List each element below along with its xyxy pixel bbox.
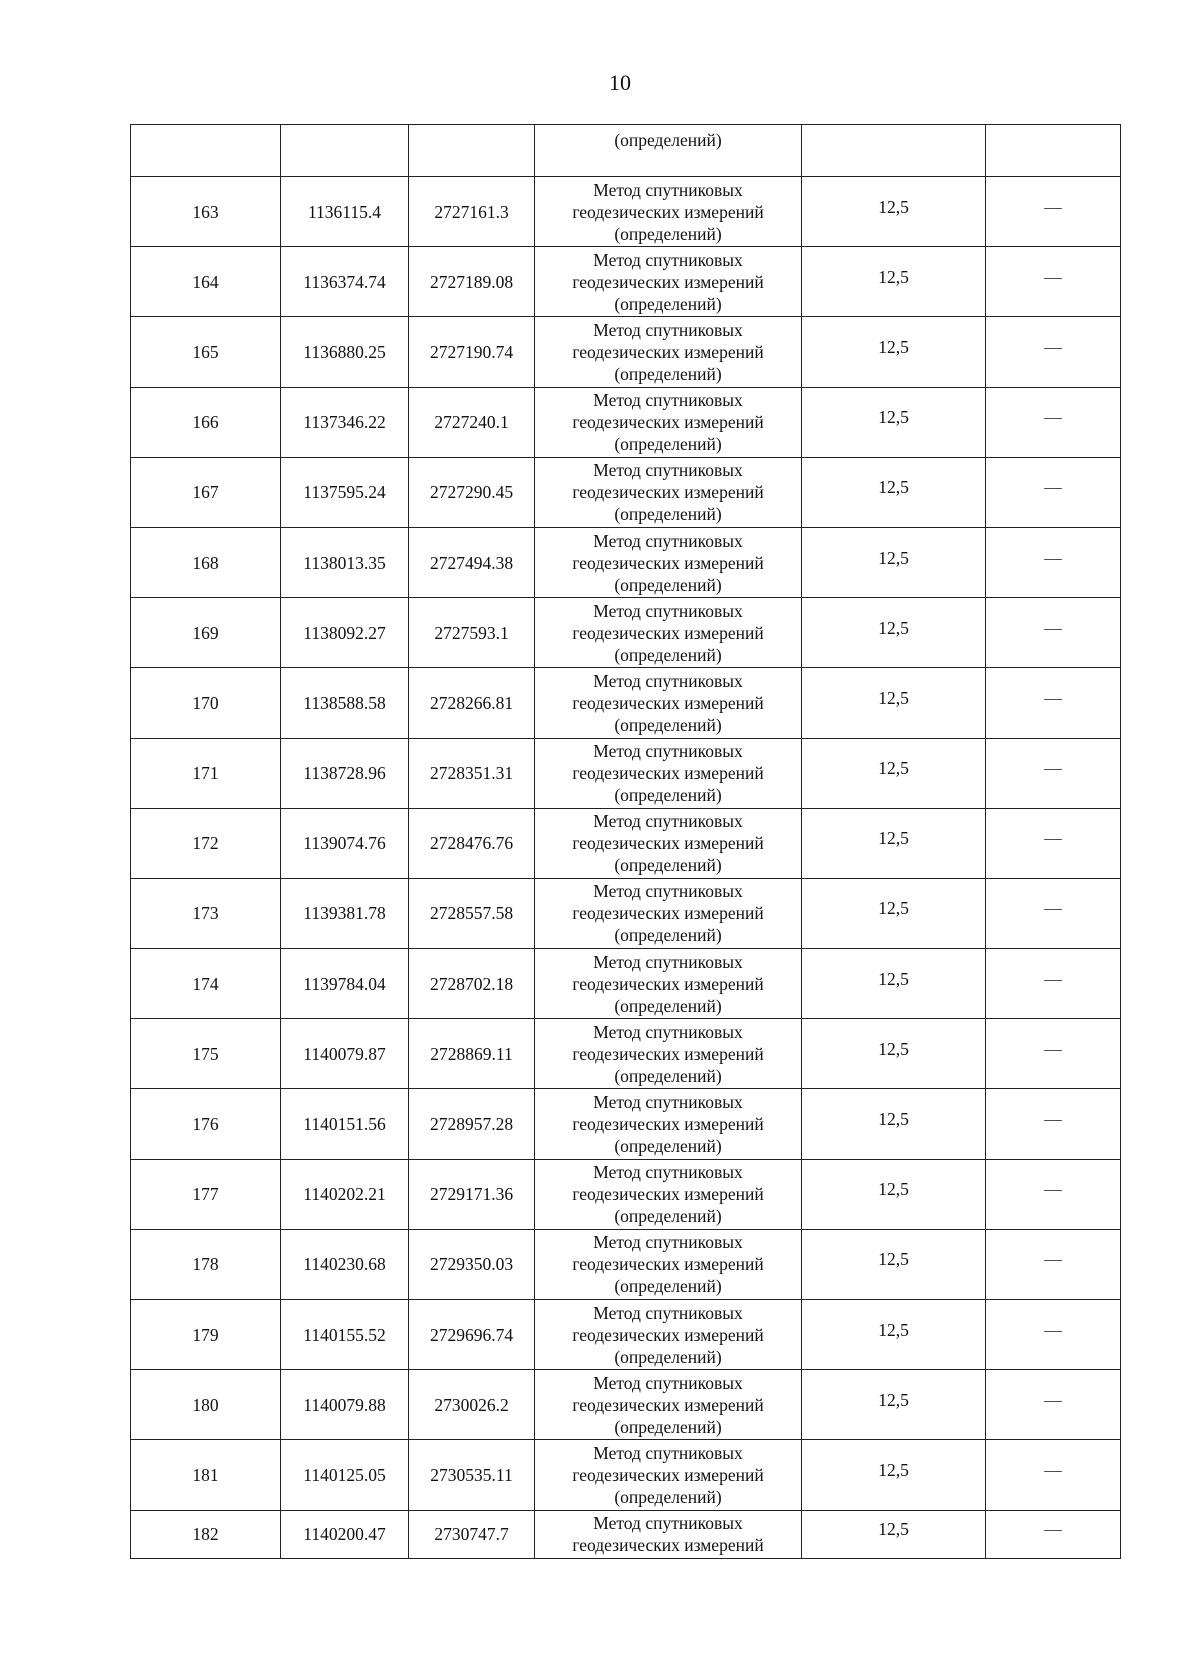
method-line: Метод спутниковых	[593, 1513, 743, 1534]
method-line: геодезических измерений	[572, 271, 764, 292]
y-coordinate-cell: 2728351.31	[409, 738, 535, 808]
dash-mark: —	[1044, 336, 1062, 357]
x-coordinate-cell: 1139784.04	[281, 949, 409, 1019]
accuracy-cell	[802, 1370, 986, 1440]
point-number-cell: 177	[131, 1159, 281, 1229]
y-coordinate-cell: 2730747.7	[409, 1510, 535, 1558]
table-row	[131, 1440, 1121, 1510]
coordinates-table	[130, 124, 1121, 1559]
y-coordinate-cell: 2727161.3	[409, 177, 535, 247]
accuracy-cell	[802, 738, 986, 808]
method-line: (определений)	[614, 995, 722, 1016]
x-coordinate-cell: 1140202.21	[281, 1159, 409, 1229]
accuracy-value: 12,5	[878, 1249, 909, 1270]
note-cell	[986, 387, 1121, 457]
y-coordinate-cell	[409, 125, 535, 177]
dash-mark: —	[1044, 547, 1062, 568]
method-line: (определений)	[614, 1346, 722, 1367]
note-cell	[986, 738, 1121, 808]
y-coordinate-cell: 2729350.03	[409, 1229, 535, 1299]
accuracy-value: 12,5	[878, 266, 909, 287]
note-cell	[986, 1440, 1121, 1510]
y-coordinate-cell: 2728957.28	[409, 1089, 535, 1159]
method-line: Метод спутниковых	[593, 1302, 743, 1323]
x-coordinate-cell: 1140200.47	[281, 1510, 409, 1558]
note-cell	[986, 457, 1121, 527]
dash-mark: —	[1044, 1319, 1062, 1340]
method-line: (определений)	[614, 925, 722, 946]
method-line: (определений)	[614, 1276, 722, 1297]
accuracy-value: 12,5	[878, 898, 909, 919]
method-line: (определений)	[614, 293, 722, 314]
table-row	[131, 457, 1121, 527]
table-row	[131, 527, 1121, 597]
method-line: геодезических измерений	[572, 482, 764, 503]
accuracy-value: 12,5	[878, 196, 909, 217]
method-cell	[535, 738, 802, 808]
y-coordinate-cell: 2727290.45	[409, 457, 535, 527]
x-coordinate-cell: 1138013.35	[281, 527, 409, 597]
method-line: Метод спутниковых	[593, 1092, 743, 1113]
dash-mark: —	[1044, 968, 1062, 989]
table-row	[131, 1510, 1121, 1558]
method-line: геодезических измерений	[572, 903, 764, 924]
point-number-cell: 180	[131, 1370, 281, 1440]
method-cell	[535, 878, 802, 948]
method-cell	[535, 668, 802, 738]
method-line: (определений)	[614, 785, 722, 806]
method-cell	[535, 527, 802, 597]
point-number-cell: 174	[131, 949, 281, 1019]
method-line: (определений)	[614, 504, 722, 525]
point-number-cell: 167	[131, 457, 281, 527]
dash-mark: —	[1044, 407, 1062, 428]
accuracy-cell	[802, 878, 986, 948]
note-cell	[986, 247, 1121, 317]
table-row	[131, 808, 1121, 878]
method-line: геодезических измерений	[572, 1464, 764, 1485]
accuracy-cell	[802, 1440, 986, 1510]
method-cell	[535, 1089, 802, 1159]
x-coordinate-cell: 1138092.27	[281, 598, 409, 668]
table-row	[131, 317, 1121, 387]
method-line: (определений)	[614, 855, 722, 876]
table-row	[131, 1370, 1121, 1440]
accuracy-cell	[802, 457, 986, 527]
table-row	[131, 177, 1121, 247]
note-cell	[986, 317, 1121, 387]
note-cell	[986, 125, 1121, 177]
note-cell	[986, 808, 1121, 878]
table-row	[131, 668, 1121, 738]
accuracy-value: 12,5	[878, 758, 909, 779]
method-cell	[535, 1440, 802, 1510]
method-line: Метод спутниковых	[593, 600, 743, 621]
table-row	[131, 598, 1121, 668]
method-line: (определений)	[614, 223, 722, 244]
method-cell	[535, 1229, 802, 1299]
table-row	[131, 247, 1121, 317]
dash-mark: —	[1044, 266, 1062, 287]
accuracy-value: 12,5	[878, 1179, 909, 1200]
accuracy-value: 12,5	[878, 1319, 909, 1340]
dash-mark: —	[1044, 617, 1062, 638]
method-line: (определений)	[614, 714, 722, 735]
dash-mark: —	[1044, 1179, 1062, 1200]
method-line: геодезических измерений	[572, 622, 764, 643]
y-coordinate-cell: 2729171.36	[409, 1159, 535, 1229]
method-line: геодезических измерений	[572, 833, 764, 854]
dash-mark: —	[1044, 687, 1062, 708]
method-line: Метод спутниковых	[593, 249, 743, 270]
method-cell	[535, 1159, 802, 1229]
method-line: геодезических измерений	[572, 552, 764, 573]
dash-mark: —	[1044, 477, 1062, 498]
method-line: геодезических измерений	[572, 1043, 764, 1064]
method-line: геодезических измерений	[572, 412, 764, 433]
dash-mark: —	[1044, 1109, 1062, 1130]
method-cell	[535, 1370, 802, 1440]
method-line: Метод спутниковых	[593, 811, 743, 832]
dash-mark: —	[1044, 828, 1062, 849]
method-line: Метод спутниковых	[593, 1021, 743, 1042]
method-line: (определений)	[614, 1416, 722, 1437]
method-line: геодезических измерений	[572, 1324, 764, 1345]
method-line: (определений)	[614, 1206, 722, 1227]
method-line: геодезических измерений	[572, 1254, 764, 1275]
point-number-cell: 178	[131, 1229, 281, 1299]
accuracy-value: 12,5	[878, 828, 909, 849]
x-coordinate-cell: 1138588.58	[281, 668, 409, 738]
method-line: геодезических измерений	[572, 692, 764, 713]
accuracy-value: 12,5	[878, 1389, 909, 1410]
table-row	[131, 387, 1121, 457]
table-row	[131, 1229, 1121, 1299]
table-row	[131, 949, 1121, 1019]
accuracy-value: 12,5	[878, 687, 909, 708]
accuracy-value: 12,5	[878, 336, 909, 357]
dash-mark: —	[1044, 758, 1062, 779]
method-line: Метод спутниковых	[593, 1162, 743, 1183]
method-cell	[535, 949, 802, 1019]
point-number-cell: 166	[131, 387, 281, 457]
note-cell	[986, 1159, 1121, 1229]
page-number: 10	[609, 70, 631, 95]
point-number-cell: 165	[131, 317, 281, 387]
table-row	[131, 1089, 1121, 1159]
table-row	[131, 1159, 1121, 1229]
method-cell	[535, 317, 802, 387]
accuracy-cell	[802, 387, 986, 457]
table-row	[131, 878, 1121, 948]
x-coordinate-cell: 1140230.68	[281, 1229, 409, 1299]
point-number-cell: 181	[131, 1440, 281, 1510]
method-line: Метод спутниковых	[593, 460, 743, 481]
point-number-cell: 171	[131, 738, 281, 808]
method-line: Метод спутниковых	[593, 319, 743, 340]
x-coordinate-cell: 1137346.22	[281, 387, 409, 457]
x-coordinate-cell: 1140079.87	[281, 1019, 409, 1089]
accuracy-cell	[802, 247, 986, 317]
method-line: геодезических измерений	[572, 1184, 764, 1205]
method-line: (определений)	[614, 363, 722, 384]
method-line: Метод спутниковых	[593, 179, 743, 200]
method-line: геодезических измерений	[572, 1535, 764, 1556]
y-coordinate-cell: 2729696.74	[409, 1300, 535, 1370]
note-cell	[986, 527, 1121, 597]
point-number-cell: 172	[131, 808, 281, 878]
method-line: Метод спутниковых	[593, 951, 743, 972]
note-cell	[986, 1300, 1121, 1370]
accuracy-value: 12,5	[878, 407, 909, 428]
point-number-cell: 179	[131, 1300, 281, 1370]
method-line: (определений)	[614, 1136, 722, 1157]
x-coordinate-cell: 1140155.52	[281, 1300, 409, 1370]
method-line: геодезических измерений	[572, 1114, 764, 1135]
y-coordinate-cell: 2727189.08	[409, 247, 535, 317]
dash-mark: —	[1044, 898, 1062, 919]
point-number-cell: 163	[131, 177, 281, 247]
accuracy-cell	[802, 668, 986, 738]
note-cell	[986, 1229, 1121, 1299]
y-coordinate-cell: 2727494.38	[409, 527, 535, 597]
method-line: Метод спутниковых	[593, 741, 743, 762]
accuracy-value: 12,5	[878, 1459, 909, 1480]
continuation-row	[131, 125, 1121, 177]
accuracy-value: 12,5	[878, 617, 909, 638]
method-cell: (определений)	[535, 125, 802, 177]
x-coordinate-cell	[281, 125, 409, 177]
x-coordinate-cell: 1139074.76	[281, 808, 409, 878]
y-coordinate-cell: 2728476.76	[409, 808, 535, 878]
method-line: Метод спутниковых	[593, 1232, 743, 1253]
accuracy-value: 12,5	[878, 1038, 909, 1059]
method-line: Метод спутниковых	[593, 1372, 743, 1393]
y-coordinate-cell: 2730026.2	[409, 1370, 535, 1440]
note-cell	[986, 1019, 1121, 1089]
method-line: геодезических измерений	[572, 341, 764, 362]
accuracy-value: 12,5	[878, 547, 909, 568]
point-number-cell	[131, 125, 281, 177]
method-line: (определений)	[614, 574, 722, 595]
note-cell	[986, 668, 1121, 738]
accuracy-cell	[802, 317, 986, 387]
accuracy-value: 12,5	[878, 1519, 909, 1540]
table-row	[131, 738, 1121, 808]
method-cell	[535, 457, 802, 527]
accuracy-cell	[802, 1510, 986, 1558]
x-coordinate-cell: 1138728.96	[281, 738, 409, 808]
accuracy-cell	[802, 949, 986, 1019]
point-number-cell: 182	[131, 1510, 281, 1558]
note-cell	[986, 1370, 1121, 1440]
y-coordinate-cell: 2727593.1	[409, 598, 535, 668]
dash-mark: —	[1044, 196, 1062, 217]
y-coordinate-cell: 2728266.81	[409, 668, 535, 738]
method-line: (определений)	[614, 1486, 722, 1507]
method-line: геодезических измерений	[572, 763, 764, 784]
table-body	[131, 125, 1121, 1559]
method-cell	[535, 1300, 802, 1370]
dash-mark: —	[1044, 1459, 1062, 1480]
method-cell	[535, 177, 802, 247]
point-number-cell: 168	[131, 527, 281, 597]
dash-mark: —	[1044, 1038, 1062, 1059]
accuracy-value: 12,5	[878, 1109, 909, 1130]
method-line: геодезических измерений	[572, 201, 764, 222]
method-line: Метод спутниковых	[593, 881, 743, 902]
dash-mark: —	[1044, 1389, 1062, 1410]
accuracy-cell	[802, 527, 986, 597]
point-number-cell: 175	[131, 1019, 281, 1089]
y-coordinate-cell: 2728869.11	[409, 1019, 535, 1089]
point-number-cell: 164	[131, 247, 281, 317]
y-coordinate-cell: 2727190.74	[409, 317, 535, 387]
x-coordinate-cell: 1139381.78	[281, 878, 409, 948]
method-cell	[535, 1019, 802, 1089]
accuracy-cell	[802, 1159, 986, 1229]
x-coordinate-cell: 1136374.74	[281, 247, 409, 317]
method-cell	[535, 808, 802, 878]
point-number-cell: 170	[131, 668, 281, 738]
y-coordinate-cell: 2728702.18	[409, 949, 535, 1019]
method-cell	[535, 387, 802, 457]
dash-mark: —	[1044, 1249, 1062, 1270]
point-number-cell: 173	[131, 878, 281, 948]
method-line: геодезических измерений	[572, 1394, 764, 1415]
accuracy-cell	[802, 1089, 986, 1159]
accuracy-value: 12,5	[878, 477, 909, 498]
point-number-cell: 176	[131, 1089, 281, 1159]
accuracy-cell	[802, 1019, 986, 1089]
method-cell	[535, 598, 802, 668]
accuracy-cell	[802, 1229, 986, 1299]
accuracy-cell	[802, 1300, 986, 1370]
table-row	[131, 1300, 1121, 1370]
x-coordinate-cell: 1140151.56	[281, 1089, 409, 1159]
x-coordinate-cell: 1137595.24	[281, 457, 409, 527]
dash-mark: —	[1044, 1519, 1062, 1540]
method-line: геодезических измерений	[572, 973, 764, 994]
x-coordinate-cell: 1136115.4	[281, 177, 409, 247]
method-cell	[535, 1510, 802, 1558]
note-cell	[986, 878, 1121, 948]
accuracy-cell	[802, 808, 986, 878]
table-row	[131, 1019, 1121, 1089]
note-cell	[986, 1510, 1121, 1558]
method-line: (определений)	[614, 1065, 722, 1086]
x-coordinate-cell: 1140079.88	[281, 1370, 409, 1440]
accuracy-cell	[802, 177, 986, 247]
point-number-cell: 169	[131, 598, 281, 668]
method-line: Метод спутниковых	[593, 670, 743, 691]
y-coordinate-cell: 2730535.11	[409, 1440, 535, 1510]
accuracy-cell	[802, 598, 986, 668]
note-cell	[986, 177, 1121, 247]
accuracy-cell	[802, 125, 986, 177]
method-cell	[535, 247, 802, 317]
method-line: (определений)	[614, 644, 722, 665]
y-coordinate-cell: 2728557.58	[409, 878, 535, 948]
method-line: Метод спутниковых	[593, 390, 743, 411]
x-coordinate-cell: 1136880.25	[281, 317, 409, 387]
note-cell	[986, 598, 1121, 668]
accuracy-value: 12,5	[878, 968, 909, 989]
y-coordinate-cell: 2727240.1	[409, 387, 535, 457]
method-line: Метод спутниковых	[593, 1442, 743, 1463]
method-line: (определений)	[614, 434, 722, 455]
note-cell	[986, 1089, 1121, 1159]
method-line: Метод спутниковых	[593, 530, 743, 551]
note-cell	[986, 949, 1121, 1019]
x-coordinate-cell: 1140125.05	[281, 1440, 409, 1510]
